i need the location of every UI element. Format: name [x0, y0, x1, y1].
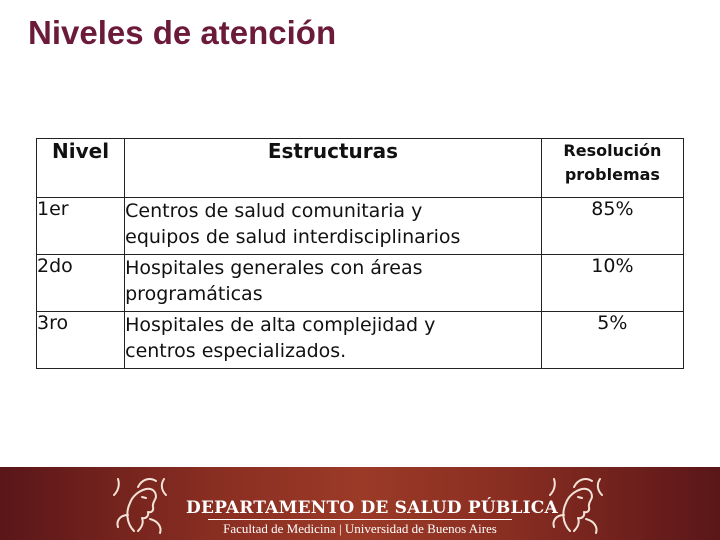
cell-estructura-line2: centros especializados. — [125, 340, 347, 362]
cell-estructura — [125, 255, 542, 312]
faculty-name: Facultad de Medicina | Universidad de Buenos Aires — [223, 521, 497, 536]
header-resolucion-line2: problemas — [564, 165, 660, 184]
cell-resolucion: 5% — [541, 312, 683, 369]
cell-nivel: 3ro — [37, 312, 125, 369]
cell-estructura-line1: Hospitales generales con áreas — [125, 257, 423, 279]
department-name: DEPARTAMENTO DE SALUD PÚBLICA — [186, 498, 558, 518]
footer-divider — [208, 519, 512, 520]
header-estructuras: Estructuras — [125, 139, 542, 198]
table-header-row — [37, 139, 684, 198]
cell-estructura — [125, 198, 542, 255]
cell-estructura — [125, 312, 542, 369]
cell-resolucion: 85% — [541, 198, 683, 255]
header-resolucion — [541, 139, 683, 198]
cell-nivel: 2do — [37, 255, 125, 312]
cell-estructura-line1: Centros de salud comunitaria y — [125, 200, 423, 222]
table-row — [37, 255, 684, 312]
page-title: Niveles de atención — [28, 14, 337, 51]
table-row — [37, 198, 684, 255]
cell-nivel: 1er — [37, 198, 125, 255]
header-nivel: Nivel — [37, 139, 125, 198]
levels-table — [36, 138, 684, 369]
header-resolucion-line1: Resolución — [563, 141, 662, 160]
table-row — [37, 312, 684, 369]
cell-estructura-line1: Hospitales de alta complejidad y — [125, 314, 436, 336]
cell-estructura-line2: equipos de salud interdisciplinarios — [125, 226, 461, 248]
profile-emblem-icon — [104, 471, 178, 537]
cell-estructura-line2: programáticas — [125, 283, 263, 305]
cell-resolucion: 10% — [541, 255, 683, 312]
